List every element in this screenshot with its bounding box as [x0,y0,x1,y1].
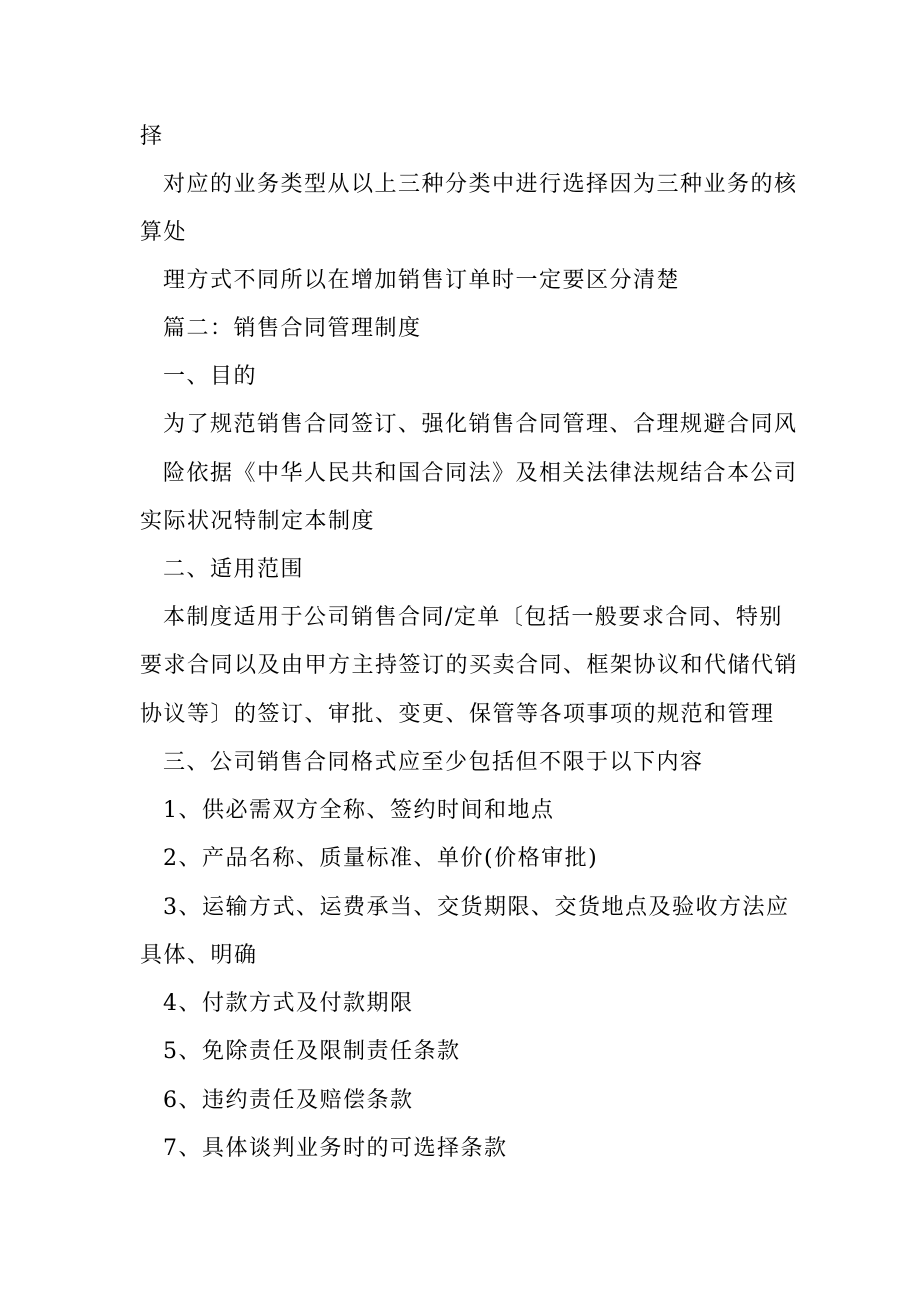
text-line: 要求合同以及由甲方主持签订的买卖合同、框架协议和代储代销 [140,653,799,678]
text-line: 为了规范销售合同签订、强化销售合同管理、合理规避合同风 [163,412,798,437]
list-item: 5、免除责任及限制责任条款 [163,1039,461,1064]
text-line: 协议等〕的签订、审批、变更、保管等各项事项的规范和管理 [140,702,775,727]
text-line: 算处 [140,220,188,245]
list-item: 6、违约责任及赔偿条款 [163,1088,414,1113]
list-item: 4、付款方式及付款期限 [163,991,414,1016]
text-line: 险依据《中华人民共和国合同法》及相关法律法规结合本公司 [163,461,798,486]
section-heading: 一、目的 [163,364,258,389]
list-item: 7、具体谈判业务时的可选择条款 [163,1136,508,1161]
text-line: 实际状况特制定本制度 [140,509,376,534]
section-heading: 二、适用范围 [163,557,305,582]
text-line: 理方式不同所以在增加销售订单时一定要区分清楚 [163,268,681,293]
text-line: 择 [140,124,164,149]
section-title: 篇二：销售合同管理制度 [163,316,422,341]
list-item: 3、运输方式、运费承当、交货期限、交货地点及验收方法应 [163,895,790,920]
section-heading: 三、公司销售合同格式应至少包括但不限于以下内容 [163,750,704,775]
list-item: 2、产品名称、质量标准、单价(价格审批) [163,846,599,871]
list-item: 1、供必需双方全称、签约时间和地点 [163,798,555,823]
list-item-continuation: 具体、明确 [140,943,258,968]
text-line: 本制度适用于公司销售合同/定单〔包括一般要求合同、特别 [163,605,783,630]
text-line: 对应的业务类型从以上三种分类中进行选择因为三种业务的核 [163,172,798,197]
